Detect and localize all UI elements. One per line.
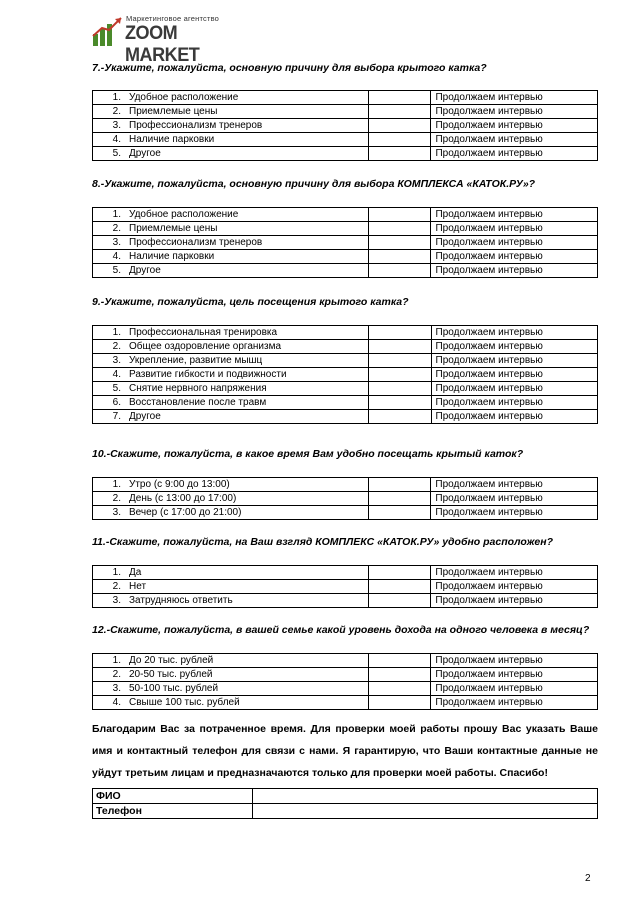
answer-row (93, 250, 598, 264)
answer-option (93, 133, 369, 147)
routing-instruction: Продолжаем интервью (431, 478, 598, 492)
routing-instruction: Продолжаем интервью (431, 133, 598, 147)
answer-row (93, 340, 598, 354)
answer-row (93, 580, 598, 594)
answer-option (93, 368, 369, 382)
option-number: 3. (112, 120, 121, 131)
routing-instruction: Продолжаем интервью (431, 264, 598, 278)
answer-row (93, 133, 598, 147)
routing-instruction: Продолжаем интервью (431, 208, 598, 222)
routing-instruction: Продолжаем интервью (431, 682, 598, 696)
contact-row-name (93, 789, 598, 804)
answer-option (93, 105, 369, 119)
option-label: Вечер (с 17:00 до 21:00) (129, 507, 242, 518)
growth-chart-icon (92, 16, 124, 46)
option-number: 1. (112, 209, 121, 220)
option-label: Общее оздоровление организма (129, 341, 282, 352)
routing-instruction: Продолжаем интервью (431, 326, 597, 340)
answer-row (93, 396, 598, 410)
answer-option (93, 654, 369, 668)
option-number: 4. (112, 697, 121, 708)
question-title: 11.-Скажите, пожалуйста, на Ваш взгляд КОМПЛЕКС «КАТОК.РУ» удобно расположен? (92, 536, 554, 548)
answer-mark-cell[interactable] (369, 354, 431, 368)
answer-table (92, 207, 598, 278)
option-number: 3. (112, 507, 121, 518)
phone-label: Телефон (93, 804, 253, 819)
routing-instruction: Продолжаем интервью (431, 580, 598, 594)
answer-row (93, 682, 598, 696)
answer-mark-cell[interactable] (369, 250, 431, 264)
routing-instruction: Продолжаем интервью (431, 594, 598, 608)
answer-mark-cell[interactable] (369, 264, 431, 278)
routing-instruction: Продолжаем интервью (431, 668, 598, 682)
answer-option (93, 696, 369, 710)
option-number: 6. (112, 397, 121, 408)
option-number: 5. (112, 383, 121, 394)
routing-instruction: Продолжаем интервью (431, 147, 598, 161)
option-label: Развитие гибкости и подвижности (129, 369, 287, 380)
routing-instruction: Продолжаем интервью (431, 250, 598, 264)
logo-tagline: Маркетинговое агентство (126, 14, 220, 23)
option-label: Другое (129, 411, 161, 422)
answer-mark-cell[interactable] (369, 236, 431, 250)
answer-option (93, 566, 369, 580)
answer-option (93, 506, 369, 520)
answer-row (93, 91, 598, 105)
answer-mark-cell[interactable] (369, 222, 431, 236)
answer-mark-cell[interactable] (368, 654, 431, 668)
answer-row (93, 147, 598, 161)
option-label: Укрепление, развитие мышц (129, 355, 263, 366)
answer-option (93, 682, 369, 696)
option-number: 1. (112, 92, 121, 103)
answer-table (92, 565, 598, 608)
answer-mark-cell[interactable] (369, 208, 431, 222)
company-logo (92, 14, 242, 66)
answer-mark-cell[interactable] (369, 410, 431, 424)
answer-row (93, 236, 598, 250)
option-number: 1. (112, 655, 121, 666)
answer-option (93, 326, 369, 340)
option-number: 2. (112, 106, 121, 117)
option-number: 2. (112, 581, 121, 592)
routing-instruction: Продолжаем интервью (431, 696, 598, 710)
answer-option (93, 382, 369, 396)
answer-row (93, 654, 598, 668)
option-label: Снятие нервного напряжения (129, 383, 267, 394)
option-number: 3. (112, 355, 121, 366)
answer-option (93, 340, 369, 354)
answer-option (93, 594, 369, 608)
answer-row (93, 566, 598, 580)
option-number: 2. (112, 669, 121, 680)
answer-mark-cell[interactable] (369, 91, 431, 105)
answer-option (93, 264, 369, 278)
answer-option (93, 492, 369, 506)
answer-option (93, 668, 369, 682)
answer-row (93, 119, 598, 133)
contact-table (92, 788, 598, 819)
answer-table (92, 653, 598, 710)
option-number: 7. (112, 411, 121, 422)
answer-row (93, 222, 598, 236)
answer-row (93, 326, 598, 340)
page-number: 2 (585, 873, 591, 884)
question-title: 10.-Скажите, пожалуйста, в какое время Вам удобно посещать крытый каток? (92, 448, 524, 460)
option-number: 3. (112, 683, 121, 694)
option-number: 2. (112, 223, 121, 234)
option-label: Нет (129, 581, 147, 592)
answer-table (92, 477, 598, 520)
option-label: Затрудняюсь ответить (129, 595, 233, 606)
option-label: 50-100 тыс. рублей (129, 683, 219, 694)
routing-instruction: Продолжаем интервью (431, 506, 598, 520)
option-label: Профессионализм тренеров (129, 237, 263, 248)
option-label: До 20 тыс. рублей (129, 655, 214, 666)
thanks-paragraph: Благодарим Вас за потраченное время. Для проверки моей работы прошу Вас указать Ваше имя и контактный телефон для связи с нами. Я гарантирую, что Ваши контактные данные не уйдут третьим лицам и предназначаются только для проверки моей работы. Спасибо! (92, 723, 598, 779)
answer-option (93, 147, 369, 161)
option-number: 5. (112, 148, 121, 159)
answer-option (93, 119, 369, 133)
option-number: 5. (112, 265, 121, 276)
question-title: 8.-Укажите, пожалуйста, основную причину для выбора КОМПЛЕКСА «КАТОК.РУ»? (92, 178, 536, 190)
answer-row (93, 264, 598, 278)
answer-option (93, 91, 369, 105)
option-label: Восстановление после травм (129, 397, 267, 408)
answer-row (93, 696, 598, 710)
answer-mark-cell[interactable] (369, 119, 431, 133)
option-label: Профессионализм тренеров (129, 120, 263, 131)
answer-row (93, 668, 598, 682)
answer-option (93, 354, 369, 368)
option-label: Наличие парковки (129, 134, 215, 145)
answer-option (93, 410, 369, 424)
routing-instruction: Продолжаем интервью (431, 236, 598, 250)
answer-row (93, 594, 598, 608)
answer-option (93, 478, 369, 492)
logo-name: ZOOM MARKET (125, 23, 200, 66)
option-label: Свыше 100 тыс. рублей (129, 697, 240, 708)
option-label: Профессиональная тренировка (129, 327, 278, 338)
name-label: ФИО (93, 789, 253, 804)
phone-field[interactable] (253, 804, 598, 819)
option-label: Наличие парковки (129, 251, 215, 262)
answer-row (93, 382, 598, 396)
routing-instruction: Продолжаем интервью (431, 410, 597, 424)
routing-instruction: Продолжаем интервью (431, 368, 597, 382)
answer-row (93, 506, 598, 520)
option-number: 2. (112, 493, 121, 504)
routing-instruction: Продолжаем интервью (431, 396, 597, 410)
option-label: Удобное расположение (129, 92, 239, 103)
answer-mark-cell[interactable] (368, 594, 431, 608)
answer-option (93, 236, 369, 250)
answer-mark-cell[interactable] (368, 580, 431, 594)
routing-instruction: Продолжаем интервью (431, 354, 597, 368)
option-number: 4. (112, 369, 121, 380)
answer-mark-cell[interactable] (369, 368, 431, 382)
option-label: Утро (с 9:00 до 13:00) (129, 479, 230, 490)
question-title: 9.-Укажите, пожалуйста, цель посещения крытого катка? (92, 296, 409, 308)
answer-mark-cell[interactable] (368, 478, 431, 492)
option-number: 3. (112, 595, 121, 606)
answer-mark-cell[interactable] (368, 682, 431, 696)
option-label: Приемлемые цены (129, 106, 218, 117)
answer-mark-cell[interactable] (368, 492, 431, 506)
routing-instruction: Продолжаем интервью (431, 119, 598, 133)
option-label: Другое (129, 265, 161, 276)
option-number: 4. (112, 134, 121, 145)
option-label: Удобное расположение (129, 209, 239, 220)
routing-instruction: Продолжаем интервью (431, 382, 597, 396)
option-number: 2. (112, 341, 121, 352)
routing-instruction: Продолжаем интервью (431, 105, 598, 119)
option-number: 4. (112, 251, 121, 262)
option-label: День (с 13:00 до 17:00) (129, 493, 237, 504)
contact-row-phone (93, 804, 598, 819)
answer-table (92, 90, 598, 161)
name-field[interactable] (253, 789, 598, 804)
option-label: Да (129, 567, 142, 578)
answer-mark-cell[interactable] (368, 668, 431, 682)
answer-row (93, 368, 598, 382)
answer-table (92, 325, 598, 424)
option-number: 3. (112, 237, 121, 248)
answer-mark-cell[interactable] (369, 326, 431, 340)
answer-row (93, 410, 598, 424)
answer-row (93, 492, 598, 506)
answer-mark-cell[interactable] (368, 566, 431, 580)
option-number: 1. (112, 567, 121, 578)
answer-mark-cell[interactable] (369, 133, 431, 147)
routing-instruction: Продолжаем интервью (431, 492, 598, 506)
answer-mark-cell[interactable] (369, 382, 431, 396)
answer-mark-cell[interactable] (369, 396, 431, 410)
option-label: Другое (129, 148, 161, 159)
routing-instruction: Продолжаем интервью (431, 91, 598, 105)
answer-option (93, 222, 369, 236)
answer-mark-cell[interactable] (368, 696, 431, 710)
answer-row (93, 105, 598, 119)
routing-instruction: Продолжаем интервью (431, 566, 598, 580)
option-label: Приемлемые цены (129, 223, 218, 234)
answer-mark-cell[interactable] (369, 147, 431, 161)
answer-option (93, 208, 369, 222)
option-number: 1. (112, 327, 121, 338)
routing-instruction: Продолжаем интервью (431, 654, 598, 668)
question-title: 7.-Укажите, пожалуйста, основную причину для выбора крытого катка? (92, 62, 487, 74)
answer-mark-cell[interactable] (369, 340, 431, 354)
answer-row (93, 478, 598, 492)
option-label: 20-50 тыс. рублей (129, 669, 213, 680)
answer-option (93, 250, 369, 264)
routing-instruction: Продолжаем интервью (431, 340, 597, 354)
routing-instruction: Продолжаем интервью (431, 222, 598, 236)
answer-row (93, 208, 598, 222)
answer-mark-cell[interactable] (368, 506, 431, 520)
answer-option (93, 580, 369, 594)
question-title: 12.-Скажите, пожалуйста, в вашей семье какой уровень дохода на одного человека в месяц? (92, 624, 590, 636)
option-number: 1. (112, 479, 121, 490)
answer-mark-cell[interactable] (369, 105, 431, 119)
answer-option (93, 396, 369, 410)
answer-row (93, 354, 598, 368)
